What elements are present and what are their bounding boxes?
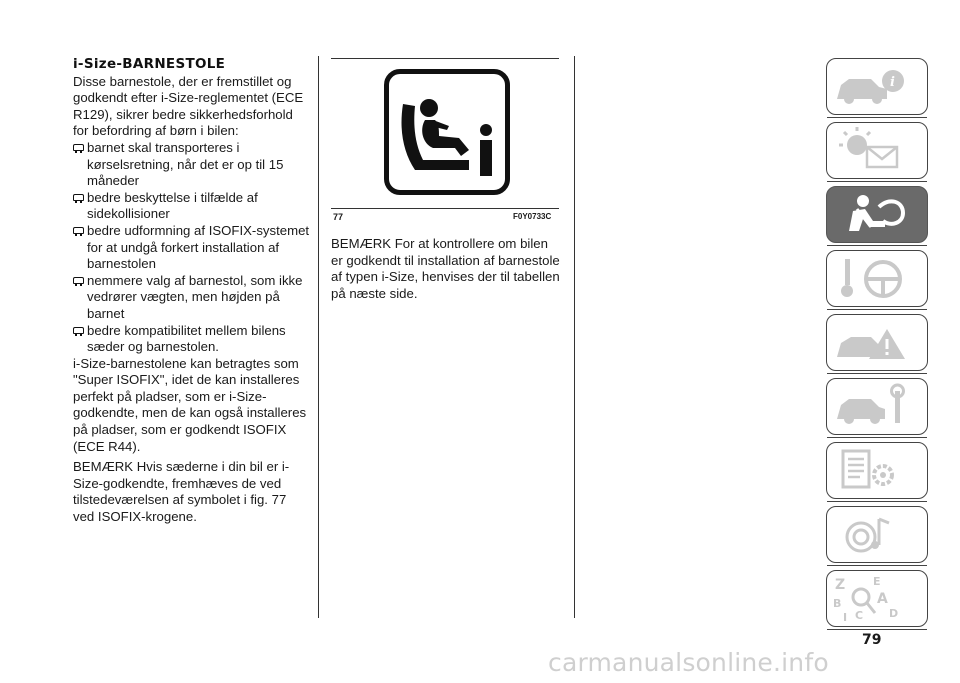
tab-multimedia[interactable] <box>826 506 928 563</box>
car-bullet-icon <box>73 277 84 284</box>
alphabetical-index-icon <box>827 571 927 626</box>
airbag-seatbelt-icon <box>827 187 927 242</box>
key-steering-wheel-icon <box>827 251 927 306</box>
svg-text:E: E <box>873 575 881 588</box>
section-title: i-Size-BARNESTOLE <box>73 56 226 72</box>
tab-safety[interactable] <box>826 186 928 243</box>
emergency-hazard-icon <box>827 315 927 370</box>
watermark: carmanualsonline.info <box>548 648 829 677</box>
column-divider <box>574 56 575 618</box>
tab-emergency[interactable] <box>826 314 928 371</box>
svg-text:Z: Z <box>835 577 846 593</box>
figure-bottom-rule <box>331 208 559 209</box>
car-bullet-icon <box>73 194 84 201</box>
super-isofix-paragraph: i-Size-barnestolene kan betragtes som "Super ISOFIX", idet de kan installeres perfekt på pladser, som er i-Size-godkendte, men de kan også installeres på pladser, som er godkendt ISOFIX (ECE R44). <box>73 355 307 454</box>
car-maintenance-wrench-icon <box>827 379 927 434</box>
column-divider <box>318 56 319 618</box>
list-item: barnet skal transporteres i kørselsretning, når det er op til 15 måneder <box>73 140 311 190</box>
svg-text:C: C <box>855 609 864 622</box>
tab-car-info[interactable] <box>826 58 928 115</box>
svg-text:D: D <box>889 607 899 620</box>
child-seat-i-icon <box>389 74 505 190</box>
tab-maintenance[interactable] <box>826 378 928 435</box>
car-info-icon <box>827 59 927 114</box>
i-size-symbol-figure <box>384 69 510 195</box>
car-bullet-icon <box>73 227 84 234</box>
car-bullet-icon <box>73 327 84 334</box>
list-item: bedre udformning af ISOFIX-systemet for at undgå forkert installation af barnestolen <box>73 223 311 273</box>
tab-technical-data[interactable] <box>826 442 928 499</box>
intro-paragraph: Disse barnestole, der er fremstillet og godkendt efter i-Size-reglementet (ECE R129), sikrer bedre sikkerhedsforhold for befordring af børn i bilen: <box>73 73 304 139</box>
list-item: bedre kompatibilitet mellem bilens sæder og barnestolen. <box>73 323 311 356</box>
note-paragraph: BEMÆRK Hvis sæderne i din bil er i-Size-godkendte, fremhæves de ved tilstedeværelsen af symbolet i fig. 77 ved ISOFIX-krogene. <box>73 459 290 525</box>
multimedia-music-icon <box>827 507 927 562</box>
svg-text:B: B <box>833 597 842 610</box>
tab-starting-driving[interactable] <box>826 250 928 307</box>
figure-top-rule <box>331 58 559 59</box>
svg-text:I: I <box>843 611 848 624</box>
svg-text:i: i <box>890 75 895 90</box>
note-text: BEMÆRK For at kontrollere om bilen er godkendt til installation af barnestole af typen i-Size, henvises der til tabellen på næste side. <box>331 236 560 301</box>
list-item: bedre beskyttelse i tilfælde af sidekollisioner <box>73 190 311 223</box>
tab-index[interactable] <box>826 570 928 627</box>
tab-warning-lights[interactable] <box>826 122 928 179</box>
left-column <box>73 56 311 526</box>
warning-light-message-icon <box>827 123 927 178</box>
feature-list <box>73 140 311 356</box>
technical-data-gear-icon <box>827 443 927 498</box>
page-number: 79 <box>862 632 882 648</box>
figure-code: F0Y0733C <box>513 212 552 221</box>
car-bullet-icon <box>73 144 84 151</box>
list-item: nemmere valg af barnestol, som ikke vedrører vægten, men højden på barnet <box>73 273 311 323</box>
figure-number: 77 <box>333 212 344 222</box>
svg-text:A: A <box>877 591 888 607</box>
